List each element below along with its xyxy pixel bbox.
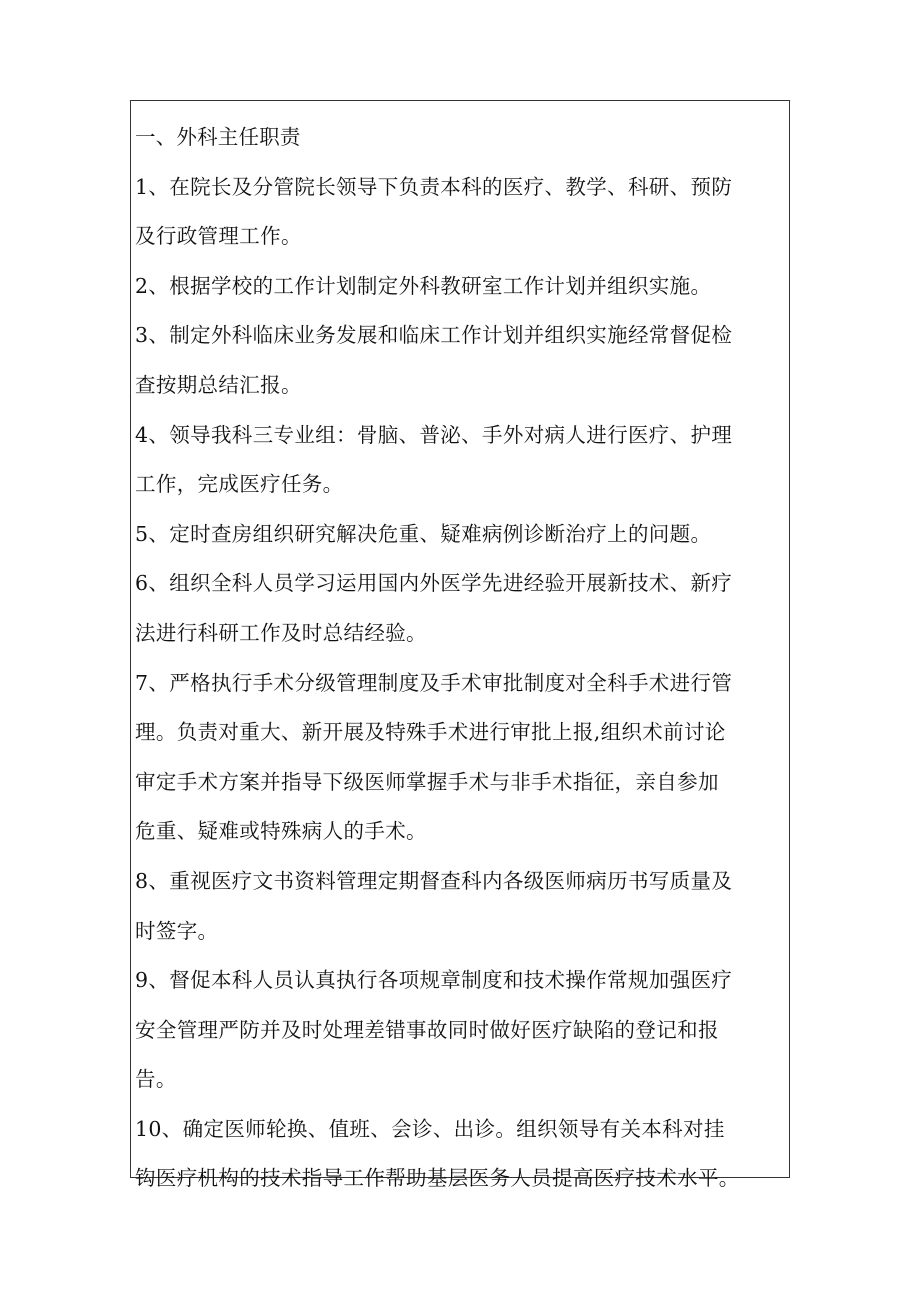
text-line: 工作，完成医疗任务。 — [135, 472, 344, 497]
text-line: 8、重视医疗文书资料管理定期督查科内各级医师病历书写质量及 — [135, 868, 733, 893]
section-heading: 一、外科主任职责 — [135, 125, 301, 149]
text-line: 安全管理严防并及时处理差错事故同时做好医疗缺陷的登记和报 — [135, 1017, 719, 1042]
text-line: 危重、疑难或特殊病人的手术。 — [135, 819, 427, 844]
text-line: 钩医疗机构的技术指导工作帮助基层医务人员提高医疗技术水平。 — [135, 1166, 740, 1191]
text-line: 时签字。 — [135, 918, 219, 943]
text-line: 及行政管理工作。 — [135, 224, 302, 249]
text-line: 理。负责对重大、新开展及特殊手术进行审批上报,组织术前讨论 — [135, 720, 726, 745]
text-line: 9、督促本科人员认真执行各项规章制度和技术操作常规加强医疗 — [135, 968, 733, 993]
text-line: 1、在院长及分管院长领导下负责本科的医疗、教学、科研、预防 — [135, 174, 733, 199]
text-line: 告。 — [135, 1067, 177, 1092]
text-line: 2、根据学校的工作计划制定外科教研室工作计划并组织实施。 — [135, 273, 712, 298]
document-body — [135, 113, 787, 1204]
text-line: 法进行科研工作及时总结经验。 — [135, 620, 427, 645]
text-line: 查按期总结汇报。 — [135, 372, 302, 397]
text-line: 审定手术方案并指导下级医师掌握手术与非手术指征，亲自参加 — [135, 769, 719, 794]
text-line: 5、定时查房组织研究解决危重、疑难病例诊断治疗上的问题。 — [135, 521, 712, 546]
document-frame — [130, 100, 790, 1191]
text-line: 6、组织全科人员学习运用国内外医学先进经验开展新技术、新疗 — [135, 571, 733, 596]
text-line: 3、制定外科临床业务发展和临床工作计划并组织实施经常督促检 — [135, 323, 733, 348]
text-line: 10、确定医师轮换、值班、会诊、出诊。组织领导有关本科对挂 — [135, 1116, 725, 1141]
text-line: 7、严格执行手术分级管理制度及手术审批制度对全科手术进行管 — [135, 670, 733, 695]
text-line: 4、领导我科三专业组：骨脑、普泌、手外对病人进行医疗、护理 — [135, 422, 733, 447]
